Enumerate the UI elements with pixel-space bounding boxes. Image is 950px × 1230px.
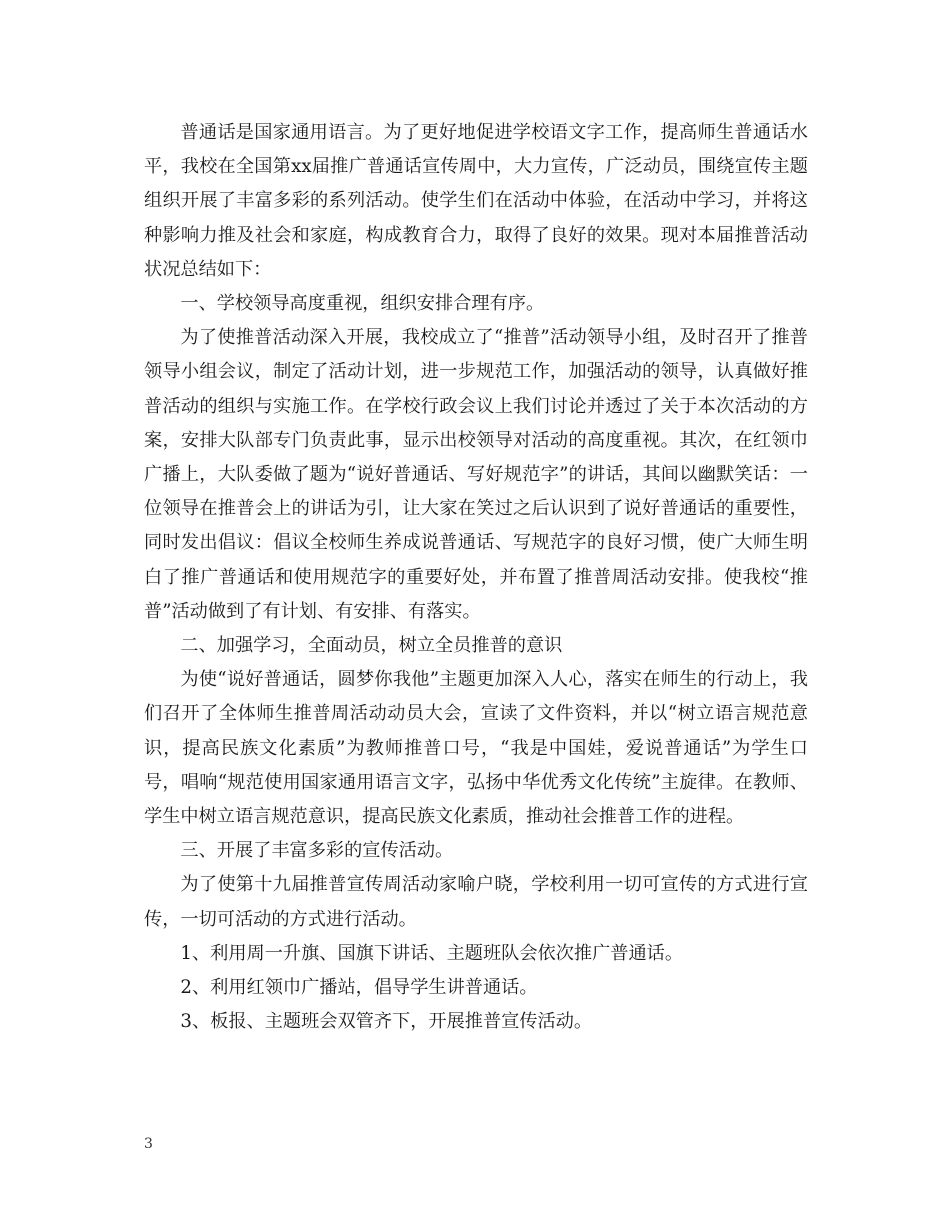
list-item-1: 1、利用周一升旗、国旗下讲话、主题班队会依次推广普通话。 <box>180 942 684 964</box>
section-heading-2: 二、加强学习，全面动员，树立全员推普的意识 <box>180 635 563 657</box>
list-item-3: 3、板报、主题班会双管齐下，开展推普宣传活动。 <box>180 1011 593 1033</box>
paragraph-section-2: 为使“说好普通话，圆梦你我他”主题更加深入人心，落实在师生的行动上，我们召开了全体师生推普周活动动员大会，宣读了文件资料，并以“树立语言规范意识，提高民族文化素质”为教师推普口号，“我是中国娃，爱说普通话”为学生口号，唱响“规范使用国家通用语言文字，弘扬中华优秀文化传统”主旋律。在教师、学生中树立语言规范意识，提高民族文化素质，推动社会推普工作的进程。 <box>144 669 808 828</box>
section-heading-1: 一、学校领导高度重视，组织安排合理有序。 <box>180 293 545 315</box>
document-body <box>144 116 808 1039</box>
list-item-2: 2、利用红领巾广播站，倡导学生讲普通话。 <box>180 977 538 999</box>
paragraph-section-3: 为了使第十九届推普宣传周活动家喻户晓，学校利用一切可宣传的方式进行宣传，一切可活动的方式进行活动。 <box>144 874 808 930</box>
paragraph-section-1: 为了使推普活动深入开展，我校成立了“推普”活动领导小组，及时召开了推普领导小组会议，制定了活动计划，进一步规范工作，加强活动的领导，认真做好推普活动的组织与实施工作。在学校行政会议上我们讨论并透过了关于本次活动的方案，安排大队部专门负责此事，显示出校领导对活动的高度重视。其次，在红领巾广播上，大队委做了题为“说好普通话、写好规范字”的讲话，其间以幽默笑话：一位领导在推普会上的讲话为引，让大家在笑过之后认识到了说好普通话的重要性，同时发出倡议：倡议全校师生养成说普通话、写规范字的良好习惯，使广大师生明白了推广普通话和使用规范字的重要好处，并布置了推普周活动安排。使我校“推普”活动做到了有计划、有安排、有落实。 <box>144 327 808 622</box>
section-heading-3: 三、开展了丰富多彩的宣传活动。 <box>180 840 454 862</box>
paragraph-intro: 普通话是国家通用语言。为了更好地促进学校语文字工作，提高师生普通话水平，我校在全国第xx届推广普通话宣传周中，大力宣传，广泛动员，围绕宣传主题组织开展了丰富多彩的系列活动。使学生们在活动中体验，在活动中学习，并将这种影响力推及社会和家庭，构成教育合力，取得了良好的效果。现对本届推普活动状况总结如下： <box>144 122 808 280</box>
page-number: 3 <box>144 1136 153 1152</box>
